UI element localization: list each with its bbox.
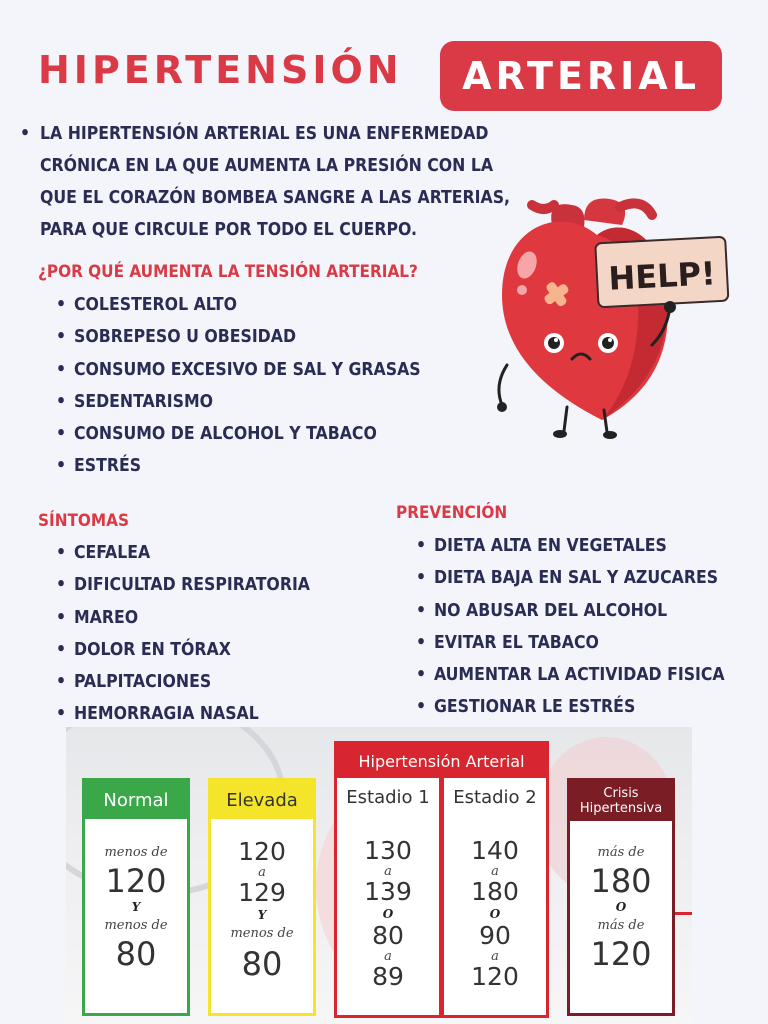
systolic-value: 120 [105,862,167,900]
card-header: Normal [85,781,187,819]
intro-paragraph [20,118,520,246]
range-connector: a [258,865,266,880]
card-header-line: Crisis [603,786,639,801]
list-item: • DIETA BAJA EN SAL Y AZUCARES [416,568,719,589]
diastolic-value: 80 [241,945,283,983]
connector: O [489,907,501,921]
decorative-line [675,912,692,915]
diastolic-value: 80 [115,935,157,973]
list-item: • CEFALEA [56,543,151,563]
list-item: • ESTRÉS [56,456,142,477]
range-connector: a [491,949,499,964]
diastolic-value: 80 [372,921,404,950]
list-item: • AUMENTAR LA ACTIVIDAD FISICA [416,665,725,686]
systolic-value: 120 [238,837,286,866]
list-item: • SOBREPESO U OBESIDAD [56,327,297,348]
range-connector: a [384,864,392,879]
list-item: • CONSUMO DE ALCOHOL Y TABACO [56,424,377,445]
card-header: Estadio 2 [444,778,546,816]
symptoms-list [56,537,310,731]
systolic-value: 140 [471,836,519,865]
range-connector: a [384,949,392,964]
list-item: • HEMORRAGIA NASAL [56,704,259,725]
list-item: • DIFICULTAD RESPIRATORIA [56,575,310,596]
systolic-value: 180 [471,877,519,906]
connector: O [382,907,394,921]
card-header: Elevada [211,781,313,819]
value-prefix: más de [597,845,645,860]
card-header: Estadio 1 [337,778,439,816]
bp-card-crisis [567,778,675,1016]
connector: Y [131,900,141,914]
systolic-value: 180 [590,862,652,900]
help-sign-text: HELP! [607,254,717,298]
value-prefix: más de [597,918,645,933]
systolic-value: 129 [238,878,286,907]
page-title: HIPERTENSIÓN [38,48,403,92]
systolic-value: 130 [364,836,412,865]
intro-line: CRÓNICA EN LA QUE AUMENTA LA PRESIÓN CON LA [40,156,494,176]
list-item: • CONSUMO EXCESIVO DE SAL Y GRASAS [56,359,421,380]
bp-card-elevada [208,778,316,1016]
diastolic-value: 120 [590,935,652,973]
causes-title: ¿POR QUÉ AUMENTA LA TENSIÓN ARTERIAL? [38,262,418,282]
bullet-icon: • [20,124,31,144]
prevention-list [416,530,725,724]
bp-card-estadio-1 [334,775,442,1018]
list-item: • PALPITACIONES [56,672,212,693]
heart-illustration [492,195,742,450]
symptoms-title: SÍNTOMAS [38,511,130,531]
causes-list [56,289,421,483]
range-connector: a [491,864,499,879]
card-header [570,781,672,821]
value-prefix: menos de [104,918,168,933]
page-title-highlight: ARTERIAL [440,41,722,111]
prevention-title: PREVENCIÓN [396,503,508,523]
bp-card-estadio-2 [441,775,549,1018]
card-header-line: Hipertensiva [579,801,663,816]
sad-heart-icon [492,195,742,450]
diastolic-value: 120 [471,962,519,991]
list-item: • DOLOR EN TÓRAX [56,639,231,660]
systolic-value: 139 [364,877,412,906]
diastolic-value: 90 [479,921,511,950]
list-item: • SEDENTARISMO [56,391,214,412]
list-item: • NO ABUSAR DEL ALCOHOL [416,600,668,621]
intro-line: LA HIPERTENSIÓN ARTERIAL ES UNA ENFERMEDAD [40,124,489,144]
connector: Y [257,908,267,922]
list-item: • COLESTEROL ALTO [56,295,238,315]
value-prefix: menos de [230,926,294,941]
intro-line: QUE EL CORAZÓN BOMBEA SANGRE A LAS ARTERIAS, [40,188,511,208]
list-item: • GESTIONAR LE ESTRÉS [416,697,636,718]
connector: O [615,900,627,914]
blood-pressure-chart [66,727,692,1024]
intro-line: PARA QUE CIRCULE POR TODO EL CUERPO. [40,220,418,240]
bp-card-normal [82,778,190,1016]
list-item: • EVITAR EL TABACO [416,632,599,653]
list-item: • MAREO [56,607,139,628]
diastolic-value: 89 [372,962,404,991]
list-item: • DIETA ALTA EN VEGETALES [416,536,667,556]
value-prefix: menos de [104,845,168,860]
group-header: Hipertensión Arterial [337,744,546,778]
